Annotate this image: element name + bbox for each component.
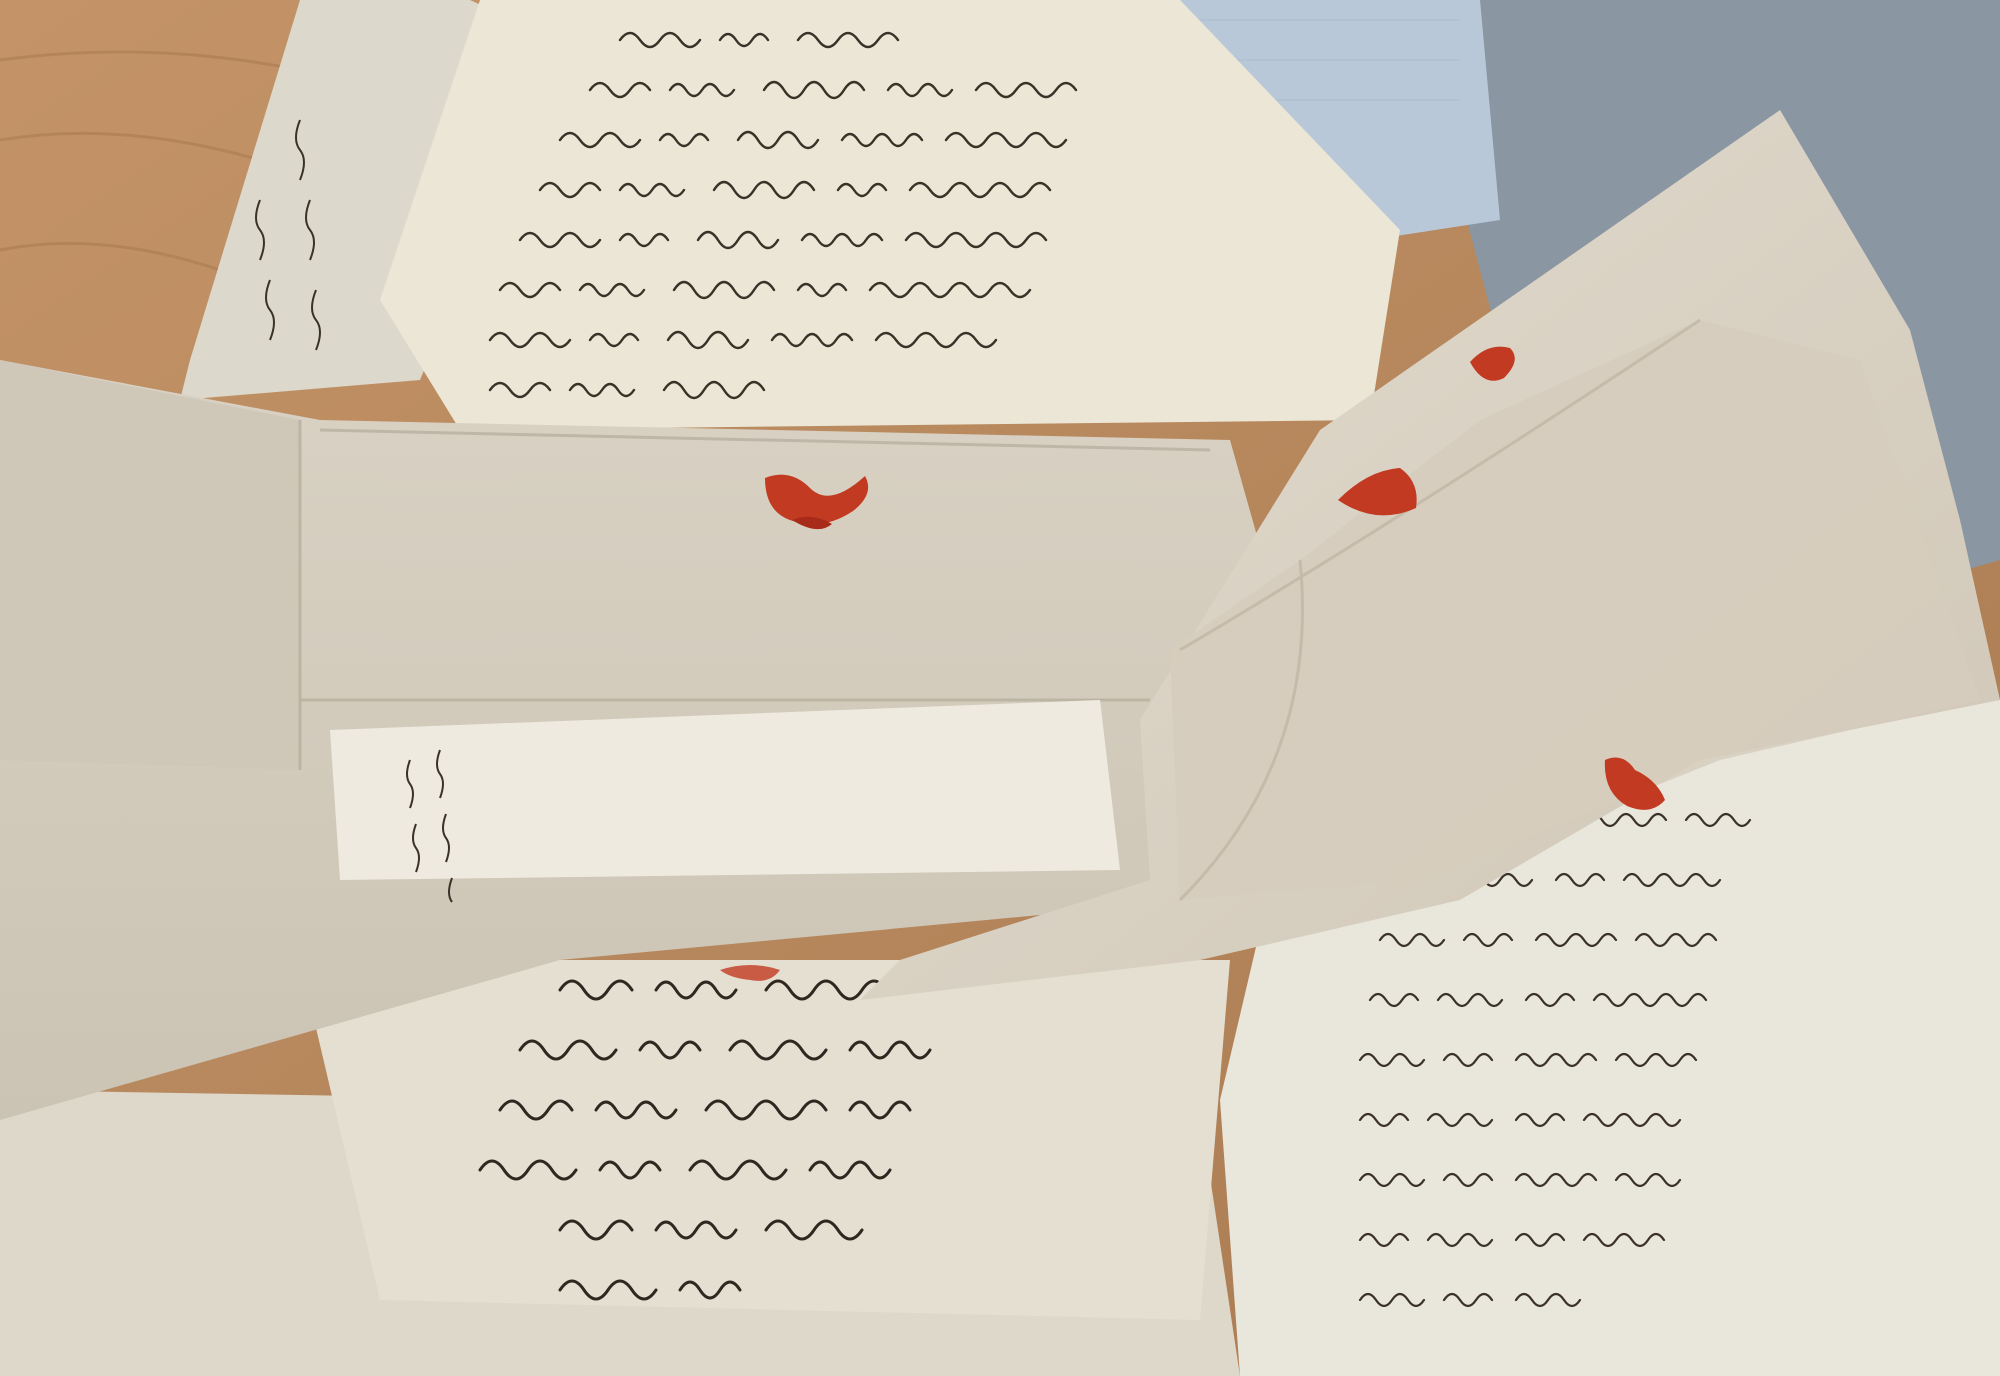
wrapper-fold-left [0,360,300,770]
handwritten-letter-bottom [300,960,1230,1320]
